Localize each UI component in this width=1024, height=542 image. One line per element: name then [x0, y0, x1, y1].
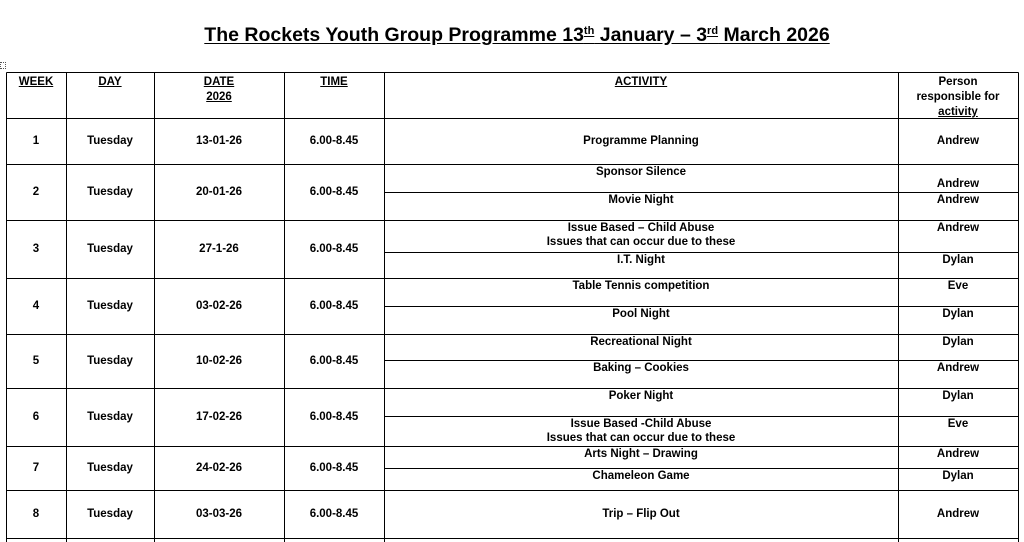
activity-person: Dylan	[942, 470, 974, 482]
week-number: 2	[32, 186, 40, 198]
activity-name: I.T. Night	[617, 254, 665, 266]
week-time: 6.00-8.45	[309, 508, 359, 520]
title-part-3: March 2026	[718, 24, 830, 46]
title-part-1: The Rockets Youth Group Programme 13	[204, 24, 584, 46]
week-date: 13-01-26	[195, 135, 243, 147]
week-day: Tuesday	[87, 300, 133, 312]
week-time: 6.00-8.45	[309, 300, 359, 312]
week-number: 4	[32, 300, 40, 312]
activity-name: Recreational Night	[590, 336, 692, 348]
activity-person: Eve	[947, 280, 969, 292]
week-time: 6.00-8.45	[309, 243, 359, 255]
week-day: Tuesday	[87, 186, 133, 198]
activity-name: Issues that can occur due to these	[546, 432, 736, 444]
week-date: 03-03-26	[195, 508, 243, 520]
activity-name: Issue Based -Child Abuse	[570, 418, 712, 430]
activity-name: Table Tennis competition	[572, 280, 710, 292]
activity-name: Movie Night	[608, 194, 674, 206]
week-time: 6.00-8.45	[309, 186, 359, 198]
activity-name: Poker Night	[608, 390, 674, 402]
week-day: Tuesday	[87, 462, 133, 474]
title-superscript-2: rd	[707, 25, 719, 37]
week-number: 3	[32, 243, 40, 255]
header-week: WEEK	[18, 76, 54, 88]
header-activity: ACTIVITY	[614, 76, 668, 88]
activity-person: Dylan	[942, 336, 974, 348]
programme-table	[6, 72, 1024, 542]
activity-person: Andrew	[936, 222, 980, 234]
activity-person: Andrew	[936, 178, 980, 190]
week-time: 6.00-8.45	[309, 411, 359, 423]
activity-person: Andrew	[936, 508, 980, 520]
activity-person: Dylan	[942, 308, 974, 320]
week-date: 17-02-26	[195, 411, 243, 423]
week-time: 6.00-8.45	[309, 462, 359, 474]
activity-person: Dylan	[942, 254, 974, 266]
title-part-2: January – 3	[594, 24, 708, 46]
week-day: Tuesday	[87, 411, 133, 423]
week-date: 03-02-26	[195, 300, 243, 312]
header-day: DAY	[98, 76, 122, 88]
week-day: Tuesday	[87, 508, 133, 520]
header-time: TIME	[320, 76, 348, 88]
header-date-year: 2026	[206, 91, 232, 103]
activity-name: Trip – Flip Out	[602, 508, 680, 520]
activity-name: Pool Night	[612, 308, 670, 320]
week-number: 1	[32, 135, 40, 147]
activity-name: Arts Night – Drawing	[584, 448, 698, 460]
week-day: Tuesday	[87, 135, 133, 147]
week-time: 6.00-8.45	[309, 355, 359, 367]
activity-name: Sponsor Silence	[595, 166, 687, 178]
activity-person: Andrew	[936, 194, 980, 206]
title-superscript-1: th	[583, 25, 595, 37]
week-number: 7	[32, 462, 40, 474]
week-date: 27-1-26	[199, 243, 239, 255]
week-day: Tuesday	[87, 243, 133, 255]
header-date: DATE	[203, 76, 235, 88]
document-title	[0, 24, 1024, 47]
activity-name: Issue Based – Child Abuse	[567, 222, 715, 234]
activity-name: Issues that can occur due to these	[546, 236, 736, 248]
activity-person: Eve	[947, 418, 969, 430]
week-number: 8	[32, 508, 40, 520]
week-day: Tuesday	[87, 355, 133, 367]
week-time: 6.00-8.45	[309, 135, 359, 147]
activity-name: Programme Planning	[583, 135, 699, 147]
week-number: 6	[32, 411, 40, 423]
week-date: 24-02-26	[195, 462, 243, 474]
week-date: 10-02-26	[195, 355, 243, 367]
header-person-responsible: responsible for	[916, 91, 1000, 103]
activity-person: Dylan	[942, 390, 974, 402]
week-date: 20-01-26	[195, 186, 243, 198]
activity-name: Chameleon Game	[592, 470, 690, 482]
header-person: Person	[938, 76, 978, 88]
activity-name: Baking – Cookies	[593, 362, 689, 374]
table-move-handle[interactable]	[0, 62, 6, 69]
activity-person: Andrew	[936, 362, 980, 374]
week-number: 5	[32, 355, 40, 367]
activity-person: Andrew	[936, 135, 980, 147]
header-person-activity: activity	[938, 106, 978, 118]
activity-person: Andrew	[936, 448, 980, 460]
